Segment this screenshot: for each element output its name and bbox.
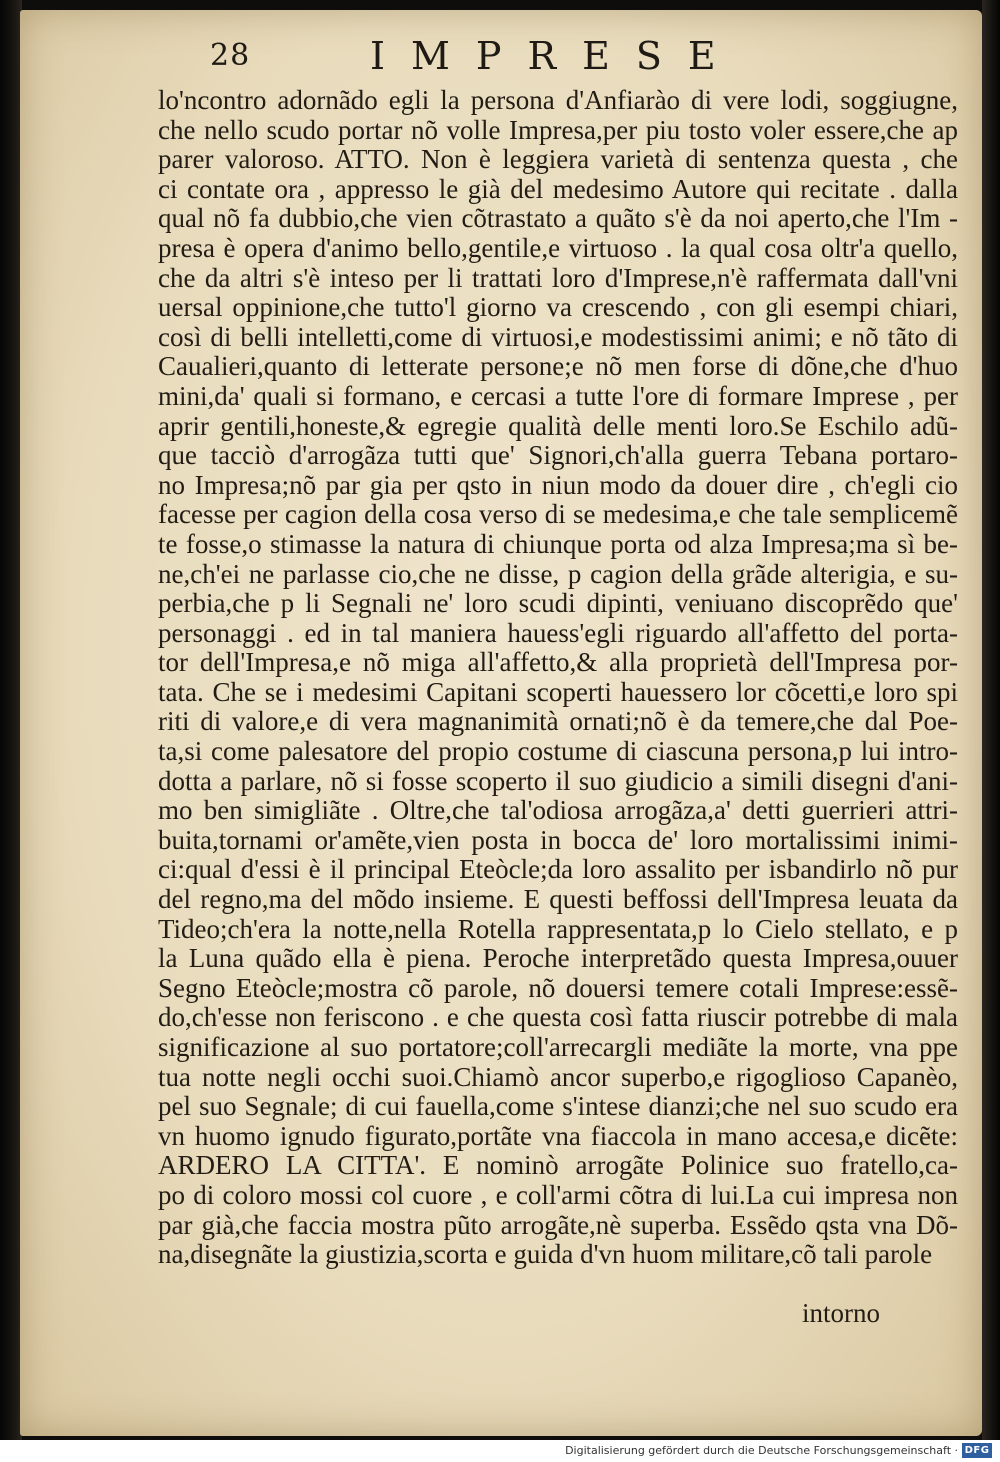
text-line: riti di valore,e di vera magnanimità ornati;nõ è da temere,che dal Poe- — [158, 706, 958, 737]
text-line: vn huomo ignudo figurato,portãte vna fiaccola in mano accesa,e dicẽte: — [158, 1120, 958, 1151]
running-title: IMPRESE — [370, 34, 742, 78]
text-line: ta,si come palesatore del propio costume di ciascuna persona,p lui intro- — [158, 736, 958, 767]
text-line: qual nõ fa dubbio,che vien cõtrastato a quãto s'è da noi aperto,che l'Im - — [158, 203, 958, 234]
text-line: la Luna quãdo ella è piena. Peroche interpretãdo questa Impresa,ouuer — [158, 943, 958, 974]
book-edge-right — [982, 0, 1000, 1440]
text-line: Caualieri,quanto di letterate persone;e nõ men forse di dõne,che d'huo — [158, 351, 958, 382]
text-line: po di coloro mossi col cuore , e coll'armi cõtra di lui.La cui impresa non — [158, 1179, 958, 1210]
text-line: lo'ncontro adornãdo egli la persona d'Anfiarào di vere lodi, soggiugne, — [158, 85, 958, 115]
text-line: buita,tornami or'amẽte,vien posta in bocca de' loro mortalissimi inimi- — [158, 824, 958, 855]
text-line: del regno,ma del mõdo insieme. E questi beffossi dell'Impresa leuata da — [158, 884, 958, 915]
body-text — [158, 86, 958, 1270]
text-line: facesse per cagion della cosa verso di se medesima,e che tale semplicemẽ — [158, 499, 958, 530]
text-line: ci contate ora , appresso le già del medesimo Autore qui recitate . dalla — [158, 173, 958, 204]
text-line: Segno Eteòcle;mostra cõ parole, nõ douersi temere cotali Imprese:essẽ- — [158, 972, 958, 1003]
text-line: par già,che faccia mostra pũto arrogãte,nè superba. Essẽdo qsta vna Dõ- — [158, 1209, 958, 1240]
text-line: uersal oppinione,che tutto'l giorno va crescendo , con gli esempi chiari, — [158, 292, 958, 323]
text-line: mo ben simigliãte . Oltre,che tal'odiosa arrogãza,a' detti guerrieri attri- — [158, 795, 958, 826]
dfg-logo: DFG — [962, 1443, 992, 1458]
text-line: che da altri s'è inteso per li trattati loro d'Imprese,n'è raffermata dall'vni — [158, 262, 958, 293]
text-line: significazione al suo portatore;coll'arrecargli mediãte la morte, vna ppe — [158, 1032, 958, 1062]
text-line: pel suo Segnale; di cui fauella,come s'intese dianzi;che nel suo scudo era — [158, 1091, 958, 1122]
footer-bar — [0, 1440, 1000, 1462]
text-line: Tideo;ch'era la notte,nella Rotella rappresentata,p lo Cielo stellato, e p — [158, 913, 958, 944]
text-line: mini,da' quali si formano, e cercasi a tutte l'ore di formare Imprese , per — [158, 380, 958, 411]
text-line: tata. Che se i medesimi Capitani scoperti hauessero lor cõcetti,e loro spi — [158, 676, 958, 707]
text-line: tor dell'Impresa,e nõ miga all'affetto,& alla proprietà dell'Impresa por- — [158, 647, 958, 678]
text-line: ARDERO LA CITTA'. E nominò arrogãte Polinice suo fratello,ca- — [158, 1150, 958, 1181]
text-line: tua notte negli occhi suoi.Chiamò ancor superbo,e rigoglioso Capanèo, — [158, 1061, 958, 1092]
text-line: così di belli intelletti,come di virtuosi,e modestissimi animi; e nõ tãto di — [158, 321, 958, 352]
text-line: aprir gentili,honeste,& egregie qualità delle menti loro.Se Eschilo adũ- — [158, 410, 958, 441]
funding-credit: Digitalisierung gefördert durch die Deutsche Forschungsgemeinschaft · — [565, 1444, 958, 1457]
text-line: presa è opera d'animo bello,gentile,e virtuoso . la qual cosa oltr'a quello, — [158, 232, 958, 263]
text-line: parer valoroso. ATTO. Non è leggiera varietà di sentenza questa , che — [158, 144, 958, 175]
text-line: no Impresa;nõ par gia per qsto in niun modo da douer dire , ch'egli cio — [158, 469, 958, 500]
text-line: personaggi . ed in tal maniera hauess'egli riguardo all'affetto del porta- — [158, 617, 958, 648]
text-line: dotta a parlare, nõ si fosse scoperto il suo giudicio a simili disegni d'ani- — [158, 765, 958, 796]
page-number: 28 — [210, 38, 251, 73]
book-edge-left — [0, 0, 22, 1440]
text-line: ci:qual d'essi è il principal Eteòcle;da loro assalito per isbandirlo nõ pur — [158, 854, 958, 885]
text-line: que tacciò d'arrogãza tutti que' Signori,ch'alla guerra Tebana portaro- — [158, 440, 958, 471]
book-page — [20, 10, 982, 1436]
text-line: perbia,che p li Segnali ne' loro scudi dipinti, veniuano discoprẽdo que' — [158, 588, 958, 619]
text-line: na,disegnãte la giustizia,scorta e guida d'vn huom militare,cõ tali parole — [158, 1239, 933, 1270]
catchword: intorno — [802, 1298, 880, 1328]
text-line: ne,ch'ei ne parlasse cio,che ne disse, p cagion della grãde alterigia, e su- — [158, 558, 958, 589]
text-line: te fosse,o stimasse la natura di chiunque porta od alza Impresa;ma sì be- — [158, 528, 958, 559]
text-line: che nello scudo portar nõ volle Impresa,per piu tosto voler essere,che ap — [158, 114, 958, 145]
text-line: do,ch'esse non feriscono . e che questa così fatta riuscir potrebbe di mala — [158, 1002, 958, 1033]
